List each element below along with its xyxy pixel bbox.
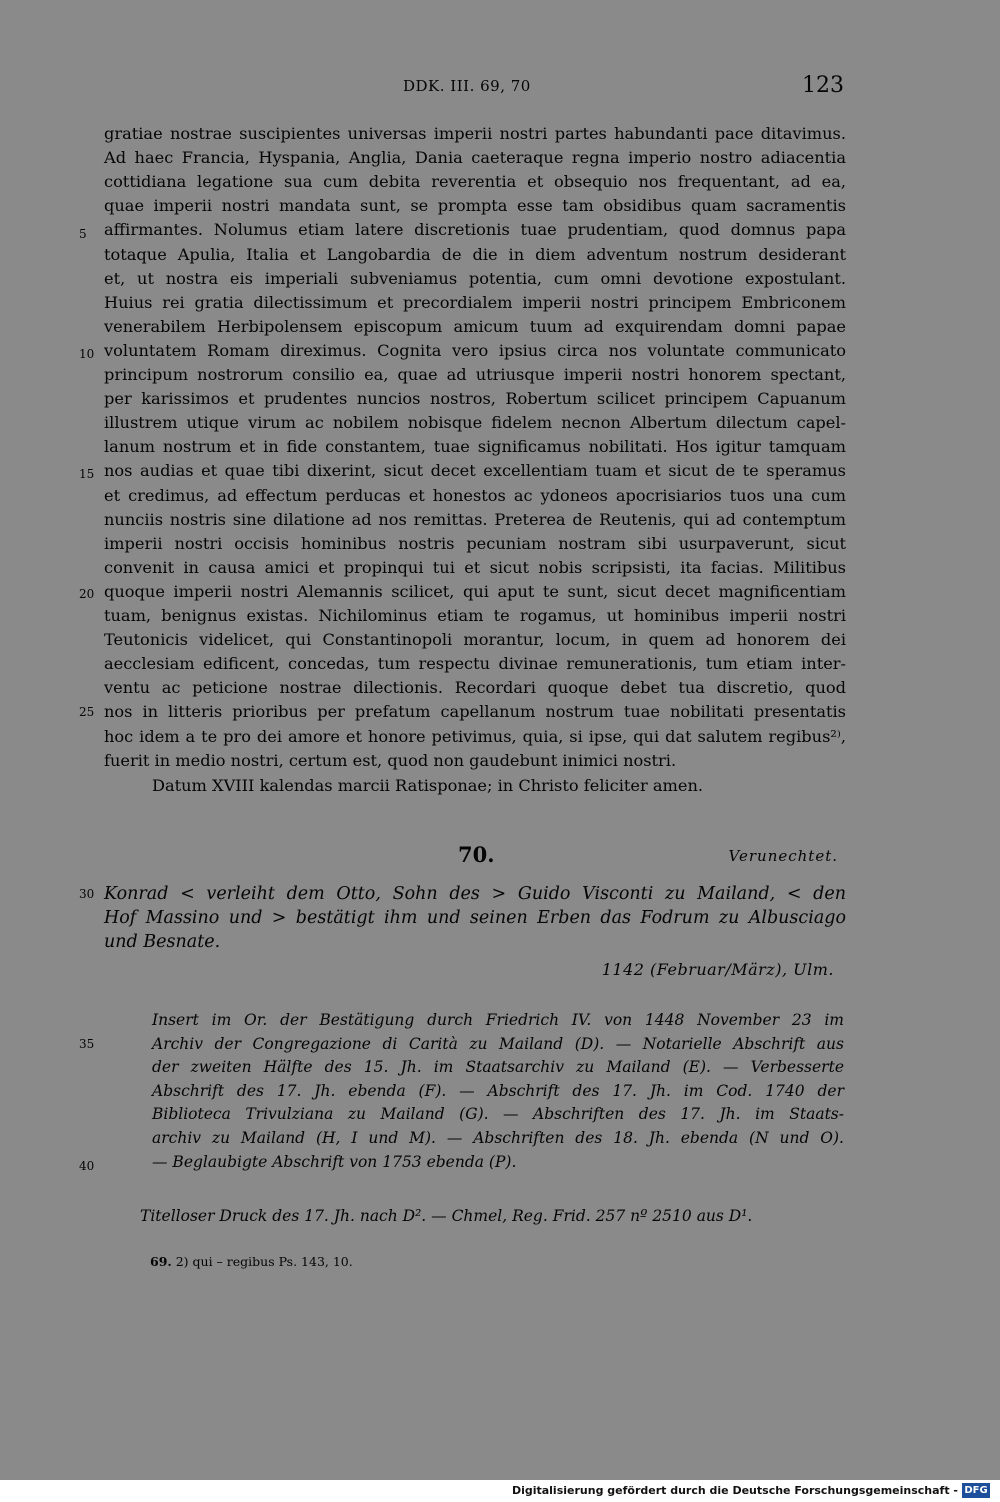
funding-notice: Digitalisierung gefördert durch die Deutsche Forschungsgemeinschaft - [511,1484,958,1497]
line-number: 15 [79,467,95,481]
tradition-line: Archiv der Congregazione di Carità zu Mailand (D). — Notarielle Abschrift aus [152,1034,844,1053]
text-line: et, ut nostra eis imperiali subveniamus potentia, cum omni devotione expostulant. [104,268,846,288]
tradition-line: der zweiten Hälfte des 15. Jh. im Staatsarchiv zu Mailand (E). — Verbesserte [152,1058,844,1077]
text-line: quoque imperii nostri Alemannis scilicet, qui aput te sunt, sicut decet magnificentiam [104,581,846,601]
regest-line: Hof Massino und > bestätigt ihm und seinen Erben das Fodrum zu Albusciago [104,908,846,928]
text-line: venerabilem Herbipolensem episcopum amicum tuum ad exquirendam domni papae [104,316,846,336]
text-line: fuerit in medio nostri, certum est, quod non gaudebunt inimici nostri. [104,750,677,770]
text-line: Ad haec Francia, Hyspania, Anglia, Dania caeteraque regna imperio nostro adiacentia [104,148,846,168]
print-reference: Titelloser Druck des 17. Jh. nach D². — Chmel, Reg. Frid. 257 nº 2510 aus D¹. [140,1207,753,1225]
line-number: 30 [79,887,95,901]
regest-line: Konrad < verleiht dem Otto, Sohn des > Guido Visconti zu Mailand, < den [104,884,846,904]
text-line: Datum XVIII kalendas marcii Ratisponae; in Christo feliciter amen. [152,776,704,795]
footnote [150,1254,353,1269]
text-line: affirmantes. Nolumus etiam latere discretionis tuae prudentiam, quod domnus papa [104,220,846,240]
text-line: principum nostrorum consilio ea, quae ad utriusque imperii nostri honorem spectant, [104,365,846,384]
tradition-line: archiv zu Mailand (H, I und M). — Abschriften des 18. Jh. ebenda (N und O). [152,1129,844,1147]
text-line: imperii nostri occisis hominibus nostris pecuniam nostram sibi usurpaverunt, sicut [104,533,846,553]
text-line: totaque Apulia, Italia et Langobardia de die in diem adventum nostrum desiderant [104,244,846,264]
text-line: illustrem utique virum ac nobilem nobisque fidelem necnon Albertum dilectum capel- [104,413,846,433]
text-line: Teutonicis videlicet, qui Constantinopoli morantur, locum, in quem ad honorem dei [104,630,846,650]
footnote-text: 2) qui – regibus Ps. 143, 10. [175,1254,353,1269]
text-line: quae imperii nostri mandata sunt, se prompta esse tam obsidibus quam sacramentis [104,196,846,216]
text-line: aecclesiam edificent, concedas, tum respectu divinae remunerationis, tum etiam inter- [104,654,846,674]
line-number: 25 [79,705,95,719]
text-line: Huius rei gratia dilectissimum et precordialem imperii nostri principem Embriconem [104,292,846,312]
footer-bar [0,1480,1000,1502]
document-number: 70. [458,842,495,867]
tradition-line: Abschrift des 17. Jh. ebenda (F). — Abschrift des 17. Jh. im Cod. 1740 der [152,1081,844,1100]
regest-line: und Besnate. [104,932,221,952]
text-line: nos audias et quae tibi dixerint, sicut decet excellentiam tuam et sicut de te speramus [104,461,846,481]
text-line: tuam, benignus existas. Nichilominus etiam te rogamus, ut hominibus imperii nostri [104,606,846,625]
text-line: ventu ac peticione nostrae dilectionis. Recordari quoque debet tua discretio, quod [104,678,846,698]
text-line: voluntatem Romam direximus. Cognita vero ipsius circa nos voluntate communicato [104,340,846,360]
text-line: nunciis nostris sine dilatione ad nos remittas. Preterea de Reutenis, qui ad contemptum [104,509,846,529]
page-header [0,73,1000,103]
text-line: nos in litteris prioribus per prefatum capellanum nostrum tuae nobilitati presentatis [104,702,846,722]
date-place: 1142 (Februar/März), Ulm. [601,960,834,979]
line-number: 35 [79,1037,95,1051]
page-number: 123 [802,73,844,98]
text-line: cottidiana legatione sua cum debita reverentia et obsequio nos frequentant, ad ea, [104,172,846,192]
document-status: Verunechtet. [728,847,838,865]
text-line: hoc idem a te pro dei amore et honore petivimus, quia, si ipse, qui dat salutem regibus²⁾, [104,726,846,746]
text-line: per karissimos et prudentes nuncios nostros, Robertum scilicet principem Capuanum [104,389,846,409]
footnote-ref: 69. [150,1254,172,1269]
line-number: 20 [79,587,95,601]
text-line: gratiae nostrae suscipientes universas imperii nostri partes habundanti pace ditavimus. [104,124,846,143]
tradition-line: Insert im Or. der Bestätigung durch Friedrich IV. von 1448 November 23 im [152,1011,844,1029]
text-line: lanum nostrum et in fide constantem, tuae significamus nobilitati. Hos igitur tamquam [104,437,846,457]
tradition-line: — Beglaubigte Abschrift von 1753 ebenda (P). [152,1152,517,1171]
running-title: DDK. III. 69, 70 [403,77,531,95]
line-number: 10 [79,347,95,361]
line-number: 40 [79,1159,95,1173]
text-line: et credimus, ad effectum perducas et honestos ac ydoneos apocrisiarios tuos una cum [104,485,846,505]
text-line: convenit in causa amici et propinqui tui et sicut nobis scripsisti, ita facias. Militibus [104,557,846,577]
line-number: 5 [79,227,87,241]
dfg-logo: DFG [962,1483,990,1498]
tradition-line: Biblioteca Trivulziana zu Mailand (G). — Abschriften des 17. Jh. im Staats- [152,1105,844,1124]
